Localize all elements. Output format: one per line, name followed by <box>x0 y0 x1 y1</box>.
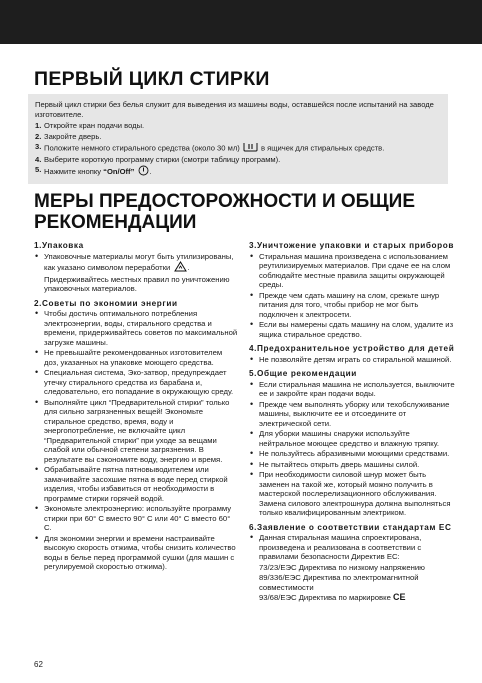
list-item: • Если вы намерены сдать машину на слом, удалите из ящика стиральное средство. <box>249 320 455 339</box>
detergent-tray-icon <box>243 142 258 155</box>
step-text: Положите немного стирального средства (около 30 мл) <box>44 143 240 153</box>
ce-mark-icon: CE <box>393 592 406 603</box>
step-number: 2. <box>35 131 42 141</box>
list-item: • Не пытайтесь открыть дверь машины силой. <box>249 460 455 470</box>
list-item: • Для экономии энергии и времени настраивайте высокую скорость отжима, чтобы снизить количество воды в белье перед программой сушки (для машин с регулируемой скоростью отжима). <box>34 534 238 572</box>
section-general-recommendations <box>249 369 455 518</box>
list-item: • Выполняйте цикл “Предварительной стирки” только для сильно загрязненных вещей! Экономьте стиральное средство, время, воду и энергопотребление, не включайте цикл “Предварительной стирки” при уходе за вещами слабой или обычной степени загрязнения. В результате вы сэкономите воду, энергию и время. <box>34 398 238 465</box>
directive-line: 93/68/ЕЭС Директива по маркировке CE <box>259 592 406 603</box>
recycling-triangle-icon <box>174 261 187 275</box>
top-header-bar <box>0 0 482 44</box>
list-item: • Экономьте электроэнергию: используйте программу стирки при 60° С вместо 90° С или 40° С вместо 60° С. <box>34 504 238 533</box>
page-title: ПЕРВЫЙ ЦИКЛ СТИРКИ <box>34 68 270 90</box>
directive-line: 73/23/ЕЭС Директива по низкому напряжению <box>259 562 425 572</box>
list-item: • Специальная система, Эко-затвор, предупреждает утечку стирального средства из барабана и, следовательно, его попадание в окружающую среду. <box>34 368 238 397</box>
directive-line: 89/336/ЕЭС Директива по электромагнитной совместимости <box>259 573 419 592</box>
list-item: • Для уборки машины снаружи используйте нейтральное моющее средство и влажную тряпку. <box>249 429 455 448</box>
step-text: в ящичек для стиральных средств. <box>261 143 385 153</box>
step-item <box>35 165 440 179</box>
step-number: 3. <box>35 141 42 151</box>
section-ec-conformity <box>249 523 455 603</box>
section-energy-saving <box>34 299 238 572</box>
step-text: Закройте дверь. <box>44 131 102 141</box>
section-title: 4.Предохранительное устройство для детей <box>249 344 455 354</box>
step-item <box>35 155 440 165</box>
list-item: • Стиральная машина произведена с использованием реутилизируемых материалов. При сдаче ее на слом соблюдайте местные правила защиты окружающей среды. <box>249 252 455 290</box>
on-off-label: “On/Off” <box>103 167 135 177</box>
step-text: . <box>149 167 152 177</box>
page-number: 62 <box>34 660 43 669</box>
section-title: 2.Советы по экономии энергии <box>34 298 178 308</box>
left-column <box>34 241 238 577</box>
step-number: 4. <box>35 155 42 165</box>
section-title: 6.Заявление о соответствии стандартам ЕС <box>249 522 452 532</box>
step-text: Откройте кран подачи воды. <box>44 121 145 131</box>
section-packaging <box>34 241 238 294</box>
first-cycle-steps <box>35 121 440 179</box>
precautions-title: МЕРЫ ПРЕДОСТОРОЖНОСТИ И ОБЩИЕ РЕКОМЕНДАЦИИ <box>34 191 416 233</box>
first-cycle-box <box>28 94 448 184</box>
right-column <box>249 241 455 608</box>
list-item: • Прежде чем сдать машину на слом, срежьте шнур питания для того, чтобы прибор не мог быть подключен к электросети. <box>249 291 455 320</box>
power-icon <box>138 165 149 179</box>
step-number: 5. <box>35 165 42 175</box>
list-item: • Не превышайте рекомендованных изготовителем доз, указанных на упаковке моющего средства. <box>34 348 238 367</box>
list-item: • Не пользуйтесь абразивными моющими средствами. <box>249 449 455 459</box>
list-item: • Чтобы достичь оптимального потребления электроэнергии, воды, стирального средства и времени, придерживайтесь советов по максимальной загрузке машины. <box>34 309 238 347</box>
list-item: • Не позволяйте детям играть со стиральной машиной. <box>249 355 455 365</box>
list-item: • Если стиральная машина не используется, выключите ее и закройте кран подачи воды. <box>249 380 455 399</box>
first-cycle-intro: Первый цикл стирки без белья служит для выведения из машины воды, оставшейся после испытаний на заводе изготовителе. <box>35 100 434 120</box>
section-title: 5.Общие рекомендации <box>249 369 357 379</box>
step-text: Нажмите кнопку <box>44 167 102 177</box>
list-item: • Прежде чем выполнять уборку или техобслуживание машины, выключите ее и отсоедините от электрической сети. <box>249 400 455 429</box>
section-disposal <box>249 241 455 339</box>
step-number: 1. <box>35 121 42 131</box>
list-item: • Обрабатывайте пятна пятновыводителем или замачивайте засохшие пятна в воде перед стиркой изделия, чтобы избавиться от необходимости в программе стирки горячей водой. <box>34 465 238 503</box>
list-item: • Данная стиральная машина спроектирована, произведена и реализована в соответствии с правилами безопасности Директив ЕС: <box>249 533 455 562</box>
step-text: Выберите короткую программу стирки (смотри таблицу программ). <box>44 155 281 165</box>
step-item <box>35 132 440 142</box>
list-item: • При необходимости силовой шнур может быть заменен на такой же, который можно получить в мастерской послерелизационного обслуживания. Замена силового электрошнура должна выполняться только квалифицированным электриком. <box>249 470 455 518</box>
section-title: 3.Уничтожение упаковки и старых приборов <box>249 241 454 250</box>
list-item: • Упаковочные материалы могут быть утилизированы, как указано символом переработки . Придерживайтесь местных правил по уничтожению упаковочных материалов. <box>34 252 238 294</box>
step-item <box>35 142 440 155</box>
section-title: 1.Упаковка <box>34 241 84 250</box>
step-item <box>35 121 440 131</box>
section-child-safety <box>249 344 455 364</box>
